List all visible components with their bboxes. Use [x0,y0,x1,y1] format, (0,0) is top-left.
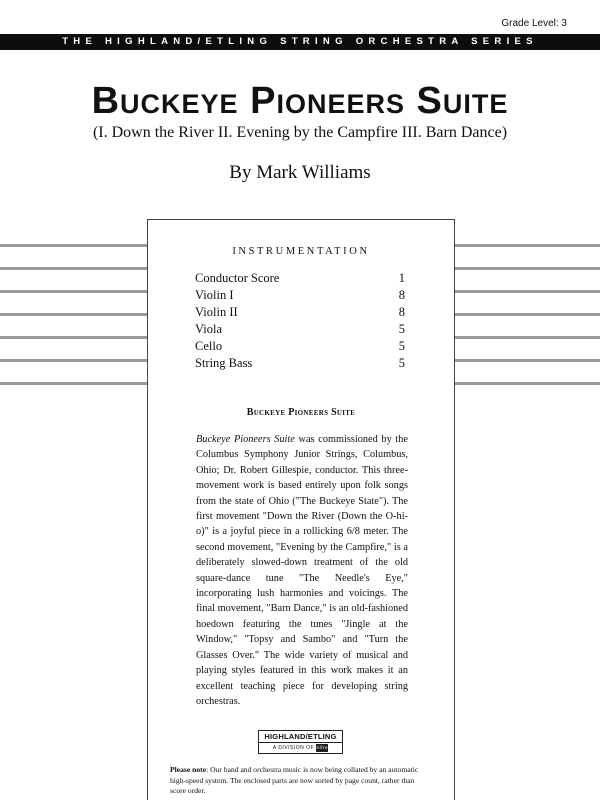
staff-line-right [455,359,600,362]
instrument-name: Violin I [195,288,234,302]
list-item [195,355,405,372]
movements-subtitle: (I. Down the River II. Evening by the Campfire III. Barn Dance) [92,124,508,141]
alfred-logo-icon: Alfred [316,744,331,750]
description-heading: Buckeye Pioneers Suite [246,407,356,418]
instrument-name: Conductor Score [195,271,280,285]
staff-line-left [0,336,147,339]
publisher-name: HIGHLAND/ETLING [259,731,342,743]
staff-line-left [0,359,147,362]
staff-line-left [0,382,147,385]
instrument-count: 5 [398,356,405,370]
staff-line-left [0,244,147,247]
instrument-count: 8 [398,305,405,319]
staff-line-right [455,244,600,247]
list-item [195,287,405,304]
list-item [195,304,405,321]
description-text [196,432,408,709]
staff-line-left [0,290,147,293]
staff-line-left [0,313,147,316]
staff-line-right [455,267,600,270]
description-part-1: was commissioned by the Columbus Symphony Junior Strings, Columbus, Ohio; Dr. Robert Gillespie, conductor. This three-movement work is based entirely upon folk songs from the state of Ohio ("The Buckeye State"). The first movement "Down the River (Down the O-hi-o)" is a joyful piece in a rollicking [196,434,408,538]
collation-note [170,765,432,797]
page-title: Buckeye Pioneers Suite [91,80,509,122]
staff-line-left [0,267,147,270]
instrument-name: Viola [195,322,223,336]
staff-line-right [455,382,600,385]
italic-title: Buckeye Pioneers Suite [196,434,295,445]
instrument-count: 5 [398,322,405,336]
staff-line-right [455,313,600,316]
note-text: : Our band and orchestra music is now being collated by an automatic high-speed system. The enclosed parts are now sorted by page count, rather than score order. [170,765,419,795]
staff-line-right [455,336,600,339]
division-label: A DIVISION OF [272,745,315,751]
instrument-name: Violin II [195,305,238,319]
instrument-name: String Bass [195,356,253,370]
instrument-name: Cello [195,339,223,353]
staff-line-right [455,290,600,293]
series-banner: THE HIGHLAND/ETLING STRING ORCHESTRA SERIES [0,34,600,50]
description-part-2: meter. The second movement, "Evening by the Campfire," is a deliberately slowed-down treatment of the old square-dance tune "The Needle's Eye," incorporating lush harmonies and voicings. The final movement, "Barn Dance," is an old-fashioned hoedown featuring the tunes "Jingle at the Window," "Topsy and Sambo" and "Turn the Glasses Over." The wide variety of musical and playing styles featured in this work makes it an excellent teaching piece for developing string orchestras. [196,526,409,707]
list-item [195,338,405,355]
composer-byline: By Mark Williams [229,162,371,183]
instrumentation-list [195,270,405,372]
publisher-division [259,743,342,754]
publisher-logo [258,730,343,754]
instrument-count: 1 [398,271,405,285]
list-item [195,270,405,287]
grade-level: Grade Level: 3 [501,18,567,29]
list-item [195,321,405,338]
info-panel [147,219,455,800]
note-label: Please note [170,765,207,774]
instrument-count: 5 [398,339,405,353]
instrumentation-heading: INSTRUMENTATION [232,246,370,257]
meter-sign: 6/8 [346,526,360,538]
instrument-count: 8 [398,288,405,302]
